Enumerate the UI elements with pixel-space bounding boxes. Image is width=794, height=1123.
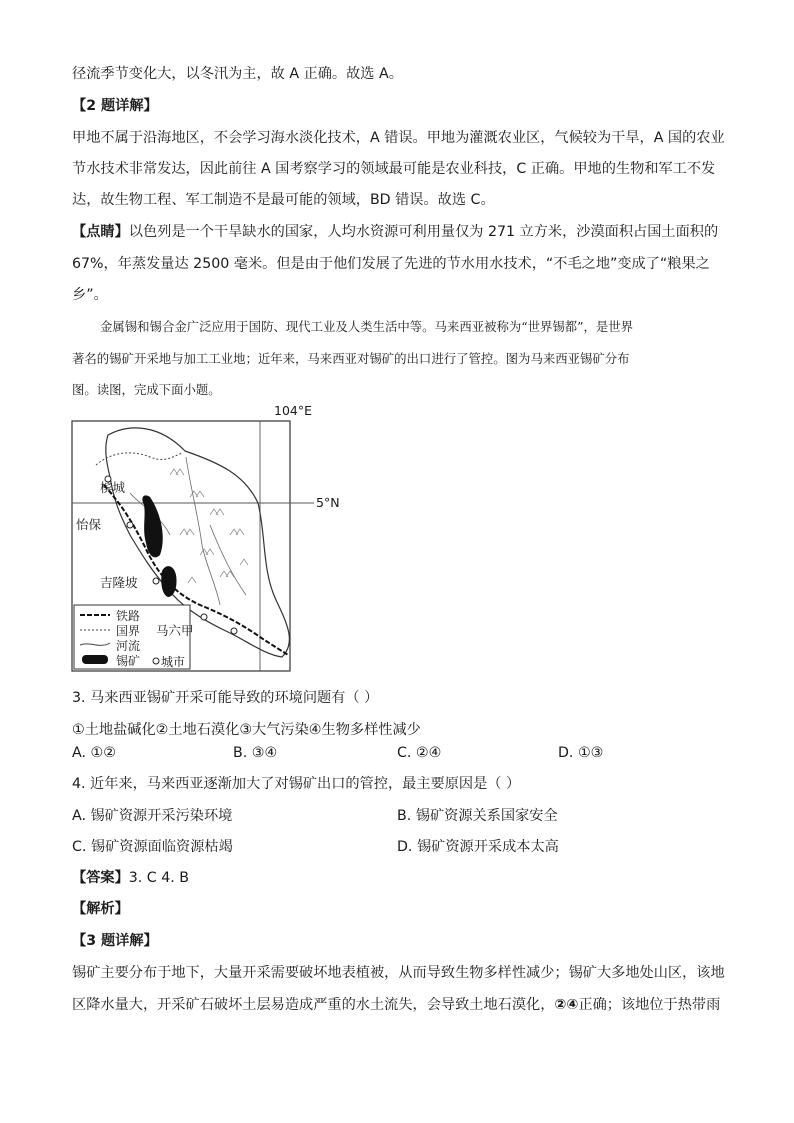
legend-border-label: 国界 bbox=[116, 624, 141, 638]
analysis-text bbox=[72, 995, 720, 1015]
section-heading: 【2 题详解】 bbox=[72, 98, 158, 114]
city-label-malacca: 马六甲 bbox=[156, 623, 194, 638]
city-label-ipoh: 怡保 bbox=[76, 517, 102, 532]
city-marker bbox=[127, 522, 133, 528]
legend-tin-label: 锡矿 bbox=[116, 654, 141, 668]
legend-river-label: 河流 bbox=[116, 639, 141, 653]
legend-tin-swatch bbox=[82, 655, 108, 664]
question-4-option-b: B. 锡矿资源关系国家安全 bbox=[397, 808, 558, 824]
analysis-emphasis: ②④ bbox=[554, 997, 579, 1013]
question-4-option-d: D. 锡矿资源开采成本太高 bbox=[397, 839, 559, 855]
question-3-option-a: A. ①② bbox=[72, 745, 116, 761]
answer-text: 3. C 4. B bbox=[128, 870, 190, 886]
answer-tag: 【答案】 bbox=[72, 870, 129, 886]
question-3-option-b: B. ③④ bbox=[233, 745, 278, 761]
city-marker bbox=[231, 628, 237, 634]
passage-line: 著名的锡矿开采地与加工工业地；近年来，马来西亚对锡矿的出口进行了管控。图为马来西亚锡矿分布 bbox=[72, 351, 630, 366]
text-line: 乡”。 bbox=[72, 287, 108, 303]
legend-city-swatch bbox=[153, 658, 159, 664]
question-4-option-c: C. 锡矿资源面临资源枯竭 bbox=[72, 839, 233, 855]
text-line: 67%，年蒸发量达 2500 毫米。但是由于他们发展了先进的节水用水技术，“不毛之地”变成了“粮果之 bbox=[72, 256, 710, 272]
latitude-label: 5°N bbox=[316, 495, 340, 510]
analysis-subheading: 【3 题详解】 bbox=[72, 933, 158, 949]
tin-distribution-map bbox=[70, 405, 360, 675]
text-line bbox=[72, 222, 718, 242]
analysis-text-part: 正确；该地位于热带雨 bbox=[578, 997, 721, 1013]
city-marker bbox=[201, 614, 207, 620]
question-3-choices: ①土地盐碱化②土地石漠化③大气污染④生物多样性减少 bbox=[72, 722, 421, 738]
map-graphic bbox=[70, 405, 360, 675]
answer-line bbox=[72, 868, 189, 888]
question-4-stem: 4. 近年来，马来西亚逐渐加大了对锡矿出口的管控，最主要原因是（ ） bbox=[72, 776, 521, 792]
legend-city-label: 城市 bbox=[161, 655, 186, 669]
passage-line: 图。读图，完成下面小题。 bbox=[72, 382, 221, 397]
question-3-option-c: C. ②④ bbox=[397, 745, 442, 761]
analysis-text: 锡矿主要分布于地下，大量开采需要破坏地表植被，从而导致生物多样性减少；锡矿大多地处山区，该地 bbox=[72, 965, 725, 981]
city-label-kuala-lumpur: 吉隆坡 bbox=[100, 575, 138, 590]
note-tag: 【点睛】 bbox=[72, 224, 129, 240]
city-marker bbox=[153, 578, 159, 584]
note-text: 以色列是一个干旱缺水的国家，人均水资源可利用量仅为 271 立方米，沙漠面积占国土面积的 bbox=[128, 224, 719, 240]
longitude-label: 104°E bbox=[274, 403, 313, 418]
analysis-text-part: 区降水量大，开采矿石破坏土层易造成严重的水土流失，会导致土地石漠化， bbox=[72, 997, 555, 1013]
question-3-stem: 3. 马来西亚锡矿开采可能导致的环境问题有（ ） bbox=[72, 690, 379, 706]
analysis-tag: 【解析】 bbox=[72, 901, 129, 917]
text-line: 达，故生物工程、军工制造不是最可能的领域，BD 错误。故选 C。 bbox=[72, 192, 495, 208]
city-label-penang: 槟城 bbox=[100, 480, 126, 495]
question-4-option-a: A. 锡矿资源开采污染环境 bbox=[72, 808, 233, 824]
text-line: 径流季节变化大，以冬汛为主，故 A 正确。故选 A。 bbox=[72, 66, 403, 82]
question-3-option-d: D. ①③ bbox=[558, 745, 604, 761]
text-line: 节水技术非常发达，因此前往 A 国考察学习的领域最可能是农业科技，C 正确。甲地的生物和军工不发 bbox=[72, 161, 716, 177]
passage-line: 金属锡和锡合金广泛应用于国防、现代工业及人类生活中等。马来西亚被称为“世界锡都”，是世界 bbox=[100, 319, 634, 334]
legend-railway-label: 铁路 bbox=[116, 609, 141, 623]
text-line: 甲地不属于沿海地区，不会学习海水淡化技术，A 错误。甲地为灌溉农业区，气候较为干旱，A 国的农业 bbox=[72, 130, 725, 146]
